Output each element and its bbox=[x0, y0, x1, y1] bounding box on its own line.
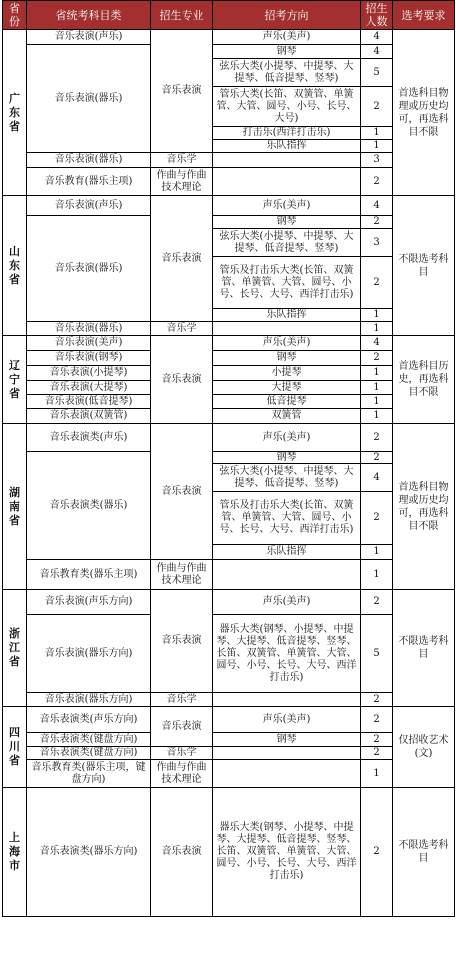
province-name: 四川省 bbox=[2, 706, 27, 788]
province-name: 辽宁省 bbox=[2, 335, 27, 424]
province-name: 广东省 bbox=[2, 29, 27, 196]
count-cell: 1 bbox=[360, 408, 393, 424]
direction-cell: 低音提琴 bbox=[212, 394, 361, 409]
subject-cell: 音乐教育(器乐主项) bbox=[26, 167, 151, 196]
direction-cell bbox=[212, 152, 361, 168]
subject-cell: 音乐表演(器乐) bbox=[26, 215, 151, 322]
direction-cell: 声乐(美声) bbox=[212, 29, 361, 45]
direction-cell bbox=[212, 692, 361, 707]
count-cell: 3 bbox=[360, 228, 393, 257]
direction-cell: 声乐(美声) bbox=[212, 195, 361, 216]
count-cell: 4 bbox=[360, 44, 393, 59]
enrollment-table bbox=[2, 0, 454, 974]
direction-cell bbox=[212, 167, 361, 196]
count-cell: 4 bbox=[360, 335, 393, 351]
count-cell: 1 bbox=[360, 380, 393, 395]
count-cell: 4 bbox=[360, 463, 393, 492]
subject-cell: 音乐表演(低音提琴) bbox=[26, 394, 151, 409]
direction-cell: 大提琴 bbox=[212, 380, 361, 395]
count-cell: 2 bbox=[360, 746, 393, 760]
count-cell: 1 bbox=[360, 365, 393, 381]
subject-cell: 音乐表演(钢琴) bbox=[26, 350, 151, 366]
subject-cell: 音乐表演(声乐方向) bbox=[26, 589, 151, 615]
count-cell: 1 bbox=[360, 139, 393, 153]
direction-cell bbox=[212, 746, 361, 760]
major-cell: 作曲与作曲技术理论 bbox=[150, 759, 213, 788]
count-cell: 4 bbox=[360, 29, 393, 45]
direction-cell: 管乐及打击乐大类(长笛、双簧管、单簧管、大管、圆号、小号、长号、大号、西洋打击乐) bbox=[212, 491, 361, 545]
major-cell: 音乐学 bbox=[150, 692, 213, 707]
direction-cell: 打击乐(西洋打击乐) bbox=[212, 126, 361, 140]
header-requirement: 选考要求 bbox=[392, 0, 455, 30]
direction-cell: 器乐大类(钢琴、小提琴、中提琴、大提琴、低音提琴、竖琴、长笛、双簧管、单簧管、大管、圆号、小号、长号、大号、西洋打击乐) bbox=[212, 787, 361, 917]
count-cell: 3 bbox=[360, 152, 393, 168]
requirement-cell: 不限选考科目 bbox=[392, 195, 455, 336]
count-cell: 1 bbox=[360, 126, 393, 140]
direction-cell: 弦乐大类(小提琴、中提琴、大提琴、低音提琴、竖琴) bbox=[212, 463, 361, 492]
count-cell: 2 bbox=[360, 706, 393, 733]
major-cell: 音乐表演 bbox=[150, 423, 213, 560]
subject-cell: 音乐表演(器乐方向) bbox=[26, 692, 151, 707]
subject-cell: 音乐表演类(声乐方向) bbox=[26, 706, 151, 733]
subject-cell: 音乐表演(器乐) bbox=[26, 152, 151, 168]
direction-cell: 器乐大类(钢琴、小提琴、中提琴、大提琴、低音提琴、竖琴、长笛、双簧管、单簧管、大管、圆号、小号、长号、大号、西洋打击乐) bbox=[212, 614, 361, 693]
province-name: 浙江省 bbox=[2, 589, 27, 707]
count-cell: 2 bbox=[360, 491, 393, 545]
subject-cell: 音乐表演(声乐) bbox=[26, 195, 151, 216]
requirement-cell: 首选科目历史，再选科目不限 bbox=[392, 335, 455, 424]
requirement-cell: 不限选考科目 bbox=[392, 787, 455, 917]
requirement-cell: 仅招收艺术(文) bbox=[392, 706, 455, 788]
subject-cell: 音乐表演(声乐) bbox=[26, 29, 151, 45]
subject-cell: 音乐表演(器乐方向) bbox=[26, 614, 151, 693]
header-count: 招生人数 bbox=[360, 0, 393, 30]
major-cell: 音乐表演 bbox=[150, 195, 213, 322]
direction-cell: 小提琴 bbox=[212, 365, 361, 381]
count-cell: 1 bbox=[360, 321, 393, 336]
direction-cell bbox=[212, 559, 361, 590]
count-cell: 2 bbox=[360, 423, 393, 452]
requirement-cell: 不限选考科目 bbox=[392, 589, 455, 707]
count-cell: 2 bbox=[360, 256, 393, 309]
requirement-cell: 首选科目物理或历史均可，再选科目不限 bbox=[392, 29, 455, 196]
subject-cell: 音乐表演(器乐) bbox=[26, 321, 151, 336]
major-cell: 作曲与作曲技术理论 bbox=[150, 559, 213, 590]
subject-cell: 音乐教育类(器乐主项) bbox=[26, 559, 151, 590]
count-cell: 1 bbox=[360, 394, 393, 409]
direction-cell: 声乐(美声) bbox=[212, 335, 361, 351]
subject-cell: 音乐表演(器乐) bbox=[26, 44, 151, 153]
direction-cell: 弦乐大类(小提琴、中提琴、大提琴、低音提琴、竖琴) bbox=[212, 228, 361, 257]
count-cell: 2 bbox=[360, 732, 393, 747]
province-name: 山东省 bbox=[2, 195, 27, 336]
subject-cell: 音乐表演(美声) bbox=[26, 335, 151, 351]
count-cell: 2 bbox=[360, 86, 393, 127]
header-major: 招生专业 bbox=[150, 0, 213, 30]
header-subject: 省统考科目类 bbox=[26, 0, 151, 30]
direction-cell: 钢琴 bbox=[212, 44, 361, 59]
count-cell: 2 bbox=[360, 350, 393, 366]
direction-cell: 乐队指挥 bbox=[212, 544, 361, 560]
subject-cell: 音乐表演类(器乐方向) bbox=[26, 787, 151, 917]
direction-cell bbox=[212, 759, 361, 788]
direction-cell: 弦乐大类(小提琴、中提琴、大提琴、低音提琴、竖琴) bbox=[212, 58, 361, 87]
count-cell: 2 bbox=[360, 692, 393, 707]
major-cell: 音乐学 bbox=[150, 321, 213, 336]
direction-cell: 管乐及打击乐大类(长笛、双簧管、单簧管、大管、圆号、小号、长号、大号、西洋打击乐) bbox=[212, 256, 361, 309]
province-name: 湖南省 bbox=[2, 423, 27, 590]
direction-cell: 双簧管 bbox=[212, 408, 361, 424]
requirement-cell: 首选科目物理或历史均可，再选科目不限 bbox=[392, 423, 455, 590]
major-cell: 音乐表演 bbox=[150, 335, 213, 424]
count-cell: 1 bbox=[360, 544, 393, 560]
subject-cell: 音乐表演类(键盘方向) bbox=[26, 732, 151, 747]
subject-cell: 音乐教育类(器乐主项，键盘方向) bbox=[26, 759, 151, 788]
header-province: 省份 bbox=[2, 0, 27, 30]
direction-cell: 声乐(美声) bbox=[212, 423, 361, 452]
direction-cell: 钢琴 bbox=[212, 215, 361, 229]
major-cell: 音乐表演 bbox=[150, 589, 213, 693]
count-cell: 2 bbox=[360, 589, 393, 615]
count-cell: 5 bbox=[360, 58, 393, 87]
direction-cell bbox=[212, 321, 361, 336]
count-cell: 1 bbox=[360, 559, 393, 590]
major-cell: 音乐表演 bbox=[150, 706, 213, 747]
major-cell: 音乐表演 bbox=[150, 29, 213, 153]
count-cell: 2 bbox=[360, 167, 393, 196]
subject-cell: 音乐表演(大提琴) bbox=[26, 380, 151, 395]
direction-cell: 乐队指挥 bbox=[212, 139, 361, 153]
subject-cell: 音乐表演类(键盘方向) bbox=[26, 746, 151, 760]
subject-cell: 音乐表演类(器乐) bbox=[26, 451, 151, 560]
direction-cell: 钢琴 bbox=[212, 350, 361, 366]
subject-cell: 音乐表演类(声乐) bbox=[26, 423, 151, 452]
count-cell: 4 bbox=[360, 195, 393, 216]
header-direction: 招考方向 bbox=[212, 0, 361, 30]
province-name: 上海市 bbox=[2, 787, 27, 917]
count-cell: 2 bbox=[360, 451, 393, 464]
count-cell: 2 bbox=[360, 787, 393, 917]
direction-cell: 钢琴 bbox=[212, 451, 361, 464]
count-cell: 5 bbox=[360, 614, 393, 693]
major-cell: 作曲与作曲技术理论 bbox=[150, 167, 213, 196]
direction-cell: 钢琴 bbox=[212, 732, 361, 747]
major-cell: 音乐学 bbox=[150, 152, 213, 168]
count-cell: 1 bbox=[360, 759, 393, 788]
count-cell: 2 bbox=[360, 215, 393, 229]
subject-cell: 音乐表演(双簧管) bbox=[26, 408, 151, 424]
major-cell: 音乐学 bbox=[150, 746, 213, 760]
direction-cell: 管乐大类(长笛、双簧管、单簧管、大管、圆号、小号、长号、大号) bbox=[212, 86, 361, 127]
subject-cell: 音乐表演(小提琴) bbox=[26, 365, 151, 381]
direction-cell: 声乐(美声) bbox=[212, 706, 361, 733]
count-cell: 1 bbox=[360, 308, 393, 322]
direction-cell: 声乐(美声) bbox=[212, 589, 361, 615]
direction-cell: 乐队指挥 bbox=[212, 308, 361, 322]
major-cell: 音乐表演 bbox=[150, 787, 213, 917]
